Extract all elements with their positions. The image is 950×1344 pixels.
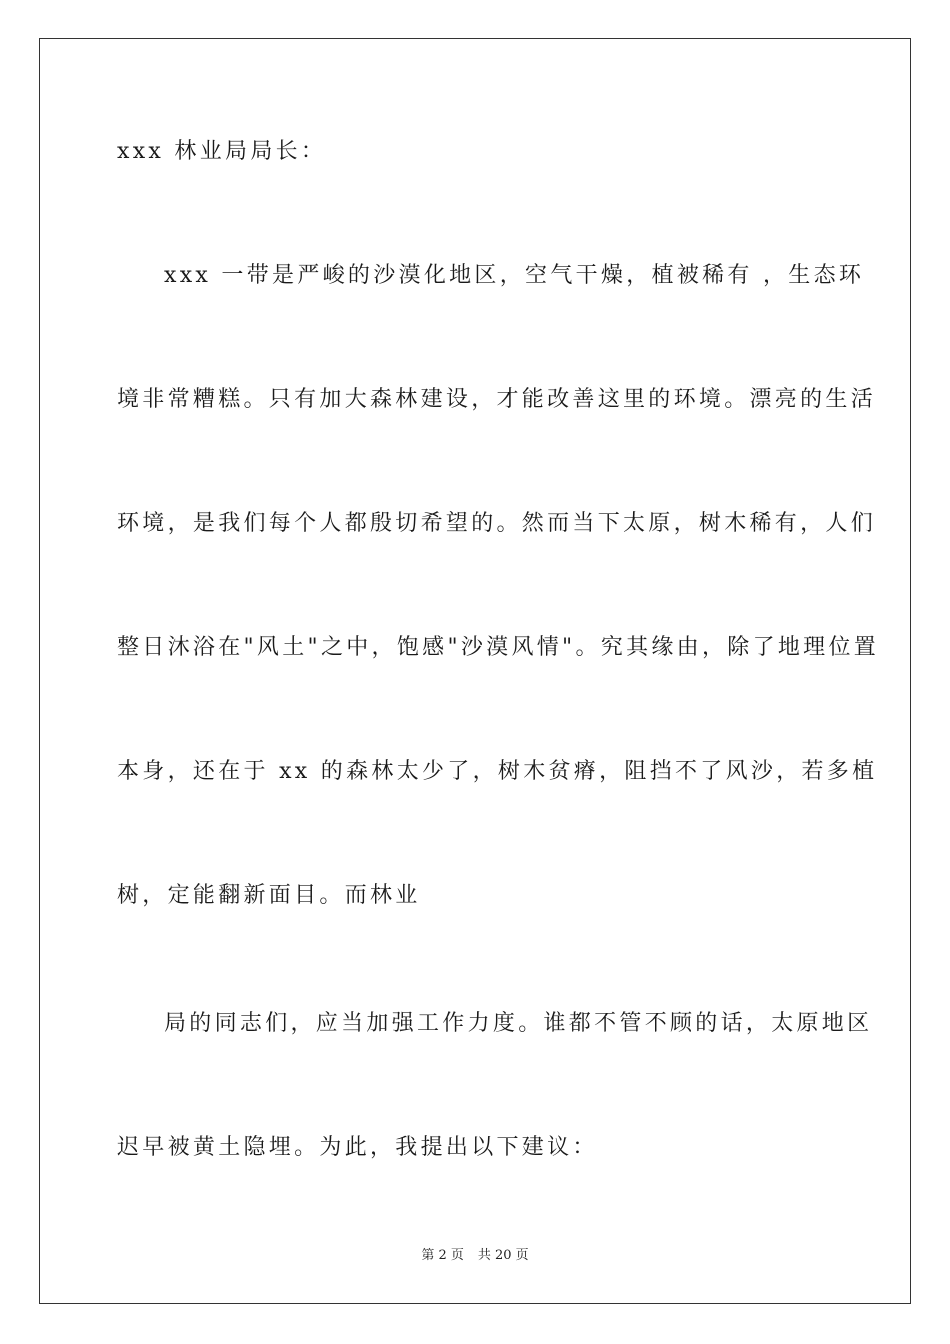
page-total: 共 20 页 (477, 1248, 529, 1263)
salutation: xxx 林业局局长： (117, 139, 327, 164)
page-footer (0, 1247, 950, 1265)
body-line-1: xxx 一带是严峻的沙漠化地区，空气干燥，植被稀有 ，生态环 (164, 263, 865, 288)
page-number: 第 2 页 (421, 1248, 464, 1263)
body-line-2: 境非常糟糕。只有加大森林建设，才能改善这里的环境。漂亮的生活 (117, 387, 877, 412)
page-border (39, 38, 911, 1304)
body-line-7: 局的同志们，应当加强工作力度。谁都不管不顾的话，太原地区 (164, 1011, 873, 1036)
body-line-3: 环境，是我们每个人都殷切希望的。然而当下太原，树木稀有，人们 (117, 511, 877, 536)
body-line-4: 整日沐浴在"风土"之中，饱感"沙漠风情"。究其缘由，除了地理位置 (117, 635, 880, 660)
body-line-6: 树，定能翻新面目。而林业 (117, 883, 421, 908)
body-line-8: 迟早被黄土隐埋。为此，我提出以下建议： (117, 1135, 598, 1160)
body-line-5: 本身，还在于 xx 的森林太少了，树木贫瘠，阻挡不了风沙，若多植 (117, 759, 878, 784)
